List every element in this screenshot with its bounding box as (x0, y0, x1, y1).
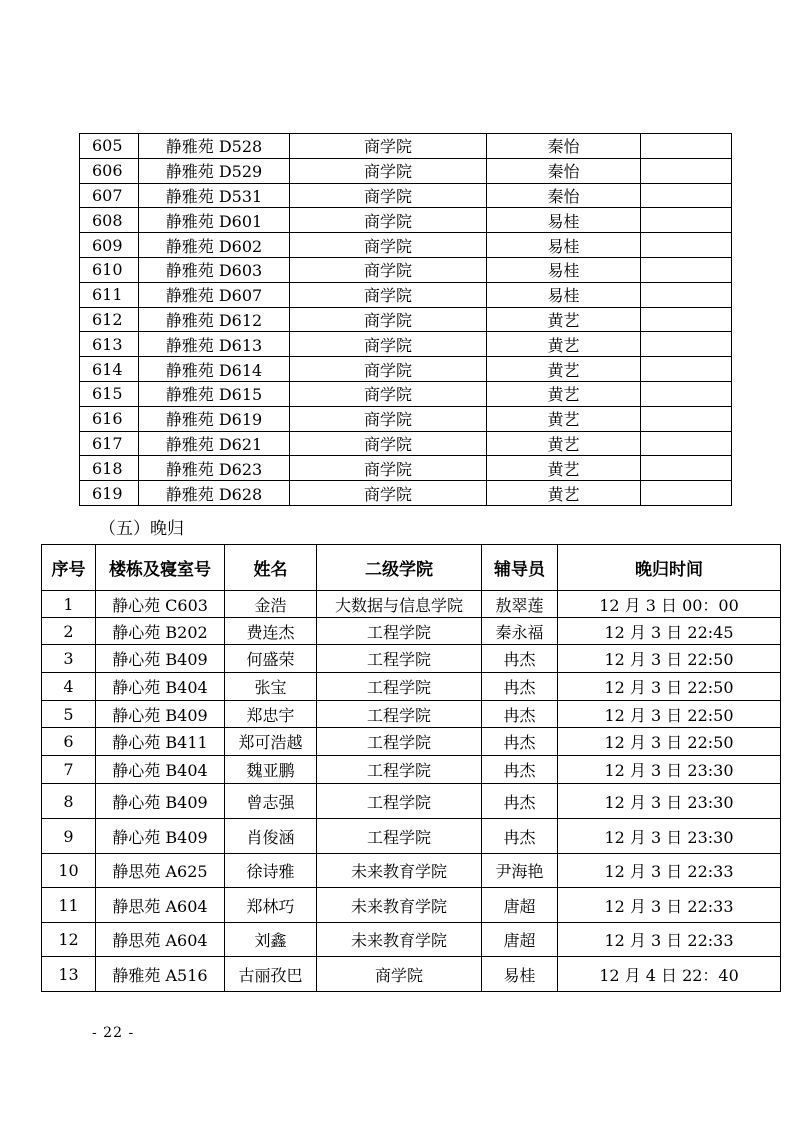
table-row (42, 618, 781, 645)
table-cell: 古丽孜巴 (225, 957, 317, 992)
table-cell: 工程学院 (317, 784, 482, 819)
table-cell: 613 (80, 332, 139, 357)
table-cell: 618 (80, 456, 139, 481)
table-cell: 静心苑 B409 (96, 701, 225, 728)
table-cell: 静雅苑 D615 (139, 381, 290, 406)
table-cell: 商学院 (290, 357, 487, 382)
table-row (80, 381, 732, 406)
table-cell: 易桂 (482, 957, 558, 992)
table-cell: 静思苑 A604 (96, 888, 225, 923)
table-cell: 商学院 (290, 158, 487, 183)
table-row (42, 591, 781, 618)
table-cell (641, 282, 732, 307)
table-cell: 易桂 (487, 257, 641, 282)
late-return-table (41, 544, 781, 992)
table-row (80, 233, 732, 258)
table-row (42, 784, 781, 819)
table-row (42, 819, 781, 854)
table-cell: 12 月 3 日 22:33 (558, 923, 781, 957)
column-header: 辅导员 (482, 545, 558, 591)
table-cell (641, 456, 732, 481)
table-cell: 4 (42, 673, 96, 701)
table-cell: 黄艺 (487, 307, 641, 332)
dorm-table-continued (79, 133, 732, 506)
table-cell: 郑可浩越 (225, 728, 317, 756)
table-row (42, 923, 781, 957)
table-cell: 商学院 (290, 282, 487, 307)
table-cell: 冉杰 (482, 701, 558, 728)
column-header: 二级学院 (317, 545, 482, 591)
table-cell: 未来教育学院 (317, 854, 482, 888)
table-cell: 商学院 (290, 381, 487, 406)
table-cell: 静雅苑 D528 (139, 134, 290, 159)
table-cell: 12 月 3 日 22:45 (558, 618, 781, 645)
table-cell: 商学院 (290, 257, 487, 282)
table-row (42, 756, 781, 784)
table-row (80, 183, 732, 208)
table-cell: 易桂 (487, 208, 641, 233)
table-cell: 静雅苑 A516 (96, 957, 225, 992)
table-cell: 商学院 (290, 307, 487, 332)
table-cell: 静心苑 C603 (96, 591, 225, 618)
table-cell: 12 月 3 日 23:30 (558, 756, 781, 784)
table-cell: 徐诗雅 (225, 854, 317, 888)
table-cell: 黄艺 (487, 431, 641, 456)
table-cell: 9 (42, 819, 96, 854)
table-row (80, 357, 732, 382)
table-cell: 静心苑 B411 (96, 728, 225, 756)
table-cell: 静雅苑 D529 (139, 158, 290, 183)
table-cell: 商学院 (290, 183, 487, 208)
table-row (80, 282, 732, 307)
table-cell (641, 134, 732, 159)
table-cell: 静雅苑 D613 (139, 332, 290, 357)
table-cell: 静雅苑 D621 (139, 431, 290, 456)
table-cell: 冉杰 (482, 728, 558, 756)
table-cell: 张宝 (225, 673, 317, 701)
table-row (42, 957, 781, 992)
table-cell: 619 (80, 481, 139, 506)
table-cell: 11 (42, 888, 96, 923)
table-cell: 工程学院 (317, 618, 482, 645)
table-cell: 商学院 (317, 957, 482, 992)
table-cell: 10 (42, 854, 96, 888)
table-cell: 商学院 (290, 332, 487, 357)
table-cell: 607 (80, 183, 139, 208)
table-cell: 610 (80, 257, 139, 282)
table-cell (641, 307, 732, 332)
table-cell: 615 (80, 381, 139, 406)
table-cell: 静雅苑 D628 (139, 481, 290, 506)
table-cell: 商学院 (290, 233, 487, 258)
table-cell: 12 月 3 日 22:50 (558, 673, 781, 701)
table-cell: 3 (42, 645, 96, 673)
table-cell: 秦怡 (487, 134, 641, 159)
table-cell: 尹海艳 (482, 854, 558, 888)
table-cell: 611 (80, 282, 139, 307)
table-cell: 静思苑 A604 (96, 923, 225, 957)
table-cell: 黄艺 (487, 332, 641, 357)
table-cell: 黄艺 (487, 381, 641, 406)
table-cell: 秦永福 (482, 618, 558, 645)
table-row (80, 208, 732, 233)
table-cell: 金浩 (225, 591, 317, 618)
table-cell: 静雅苑 D623 (139, 456, 290, 481)
table-row (80, 406, 732, 431)
table-cell: 12 月 3 日 22:50 (558, 645, 781, 673)
table-row (42, 645, 781, 673)
table-header-row (42, 545, 781, 591)
table-cell (641, 406, 732, 431)
table-cell: 6 (42, 728, 96, 756)
table-cell: 612 (80, 307, 139, 332)
table-cell: 曾志强 (225, 784, 317, 819)
table-cell: 静雅苑 D619 (139, 406, 290, 431)
column-header: 楼栋及寝室号 (96, 545, 225, 591)
table-cell: 工程学院 (317, 673, 482, 701)
table-cell: 静雅苑 D531 (139, 183, 290, 208)
table-row (42, 728, 781, 756)
table-cell: 616 (80, 406, 139, 431)
table-cell: 黄艺 (487, 456, 641, 481)
table-cell: 614 (80, 357, 139, 382)
table-row (80, 481, 732, 506)
table-row (80, 158, 732, 183)
table-cell: 静雅苑 D612 (139, 307, 290, 332)
table-cell: 12 月 3 日 00：00 (558, 591, 781, 618)
table-cell: 608 (80, 208, 139, 233)
table-cell: 静雅苑 D614 (139, 357, 290, 382)
table-cell: 12 月 3 日 23:30 (558, 784, 781, 819)
table-cell: 12 月 3 日 23:30 (558, 819, 781, 854)
table-cell: 未来教育学院 (317, 923, 482, 957)
table-cell: 12 月 3 日 22:50 (558, 701, 781, 728)
table-row (80, 456, 732, 481)
table-cell: 606 (80, 158, 139, 183)
table-cell: 静雅苑 D601 (139, 208, 290, 233)
table-cell: 静雅苑 D603 (139, 257, 290, 282)
table-cell: 5 (42, 701, 96, 728)
table-cell: 静心苑 B409 (96, 819, 225, 854)
table-cell: 易桂 (487, 233, 641, 258)
table-cell (641, 431, 732, 456)
table-cell: 大数据与信息学院 (317, 591, 482, 618)
table-row (42, 888, 781, 923)
table-cell (641, 332, 732, 357)
table-row (80, 307, 732, 332)
table-cell: 静心苑 B404 (96, 756, 225, 784)
table-cell (641, 208, 732, 233)
table-cell: 唐超 (482, 923, 558, 957)
table-cell: 12 (42, 923, 96, 957)
table-cell: 12 月 3 日 22:33 (558, 888, 781, 923)
table-cell (641, 158, 732, 183)
table-cell: 肖俊涵 (225, 819, 317, 854)
table-cell: 商学院 (290, 406, 487, 431)
table-cell: 黄艺 (487, 481, 641, 506)
table-cell (641, 357, 732, 382)
table-row (42, 701, 781, 728)
table-cell: 秦怡 (487, 158, 641, 183)
table-cell: 工程学院 (317, 756, 482, 784)
table-cell: 唐超 (482, 888, 558, 923)
table-row (80, 332, 732, 357)
table-cell: 郑忠宇 (225, 701, 317, 728)
table-cell: 静雅苑 D607 (139, 282, 290, 307)
table-cell: 静心苑 B409 (96, 645, 225, 673)
table-cell (641, 183, 732, 208)
table-cell: 冉杰 (482, 673, 558, 701)
table-cell: 工程学院 (317, 819, 482, 854)
table-cell: 12 月 3 日 22:33 (558, 854, 781, 888)
table-cell: 12 月 3 日 22:50 (558, 728, 781, 756)
table-cell: 秦怡 (487, 183, 641, 208)
table-cell: 8 (42, 784, 96, 819)
table-cell: 13 (42, 957, 96, 992)
table-cell: 冉杰 (482, 819, 558, 854)
column-header: 序号 (42, 545, 96, 591)
table-cell: 静雅苑 D602 (139, 233, 290, 258)
table-cell: 费连杰 (225, 618, 317, 645)
table-cell: 609 (80, 233, 139, 258)
table-cell: 郑林巧 (225, 888, 317, 923)
table-cell: 冉杰 (482, 784, 558, 819)
table-row (80, 257, 732, 282)
table-cell: 黄艺 (487, 357, 641, 382)
table-cell: 工程学院 (317, 728, 482, 756)
table-cell: 商学院 (290, 431, 487, 456)
table-row (80, 431, 732, 456)
table-cell: 工程学院 (317, 701, 482, 728)
table-cell: 未来教育学院 (317, 888, 482, 923)
table-cell: 2 (42, 618, 96, 645)
table-cell: 易桂 (487, 282, 641, 307)
table-cell: 商学院 (290, 456, 487, 481)
table-cell: 冉杰 (482, 645, 558, 673)
table-row (42, 854, 781, 888)
table-row (80, 134, 732, 159)
table-cell (641, 233, 732, 258)
table-cell: 魏亚鹏 (225, 756, 317, 784)
column-header: 晚归时间 (558, 545, 781, 591)
table-cell: 何盛荣 (225, 645, 317, 673)
section-title: （五）晚归 (99, 519, 184, 539)
table-cell: 工程学院 (317, 645, 482, 673)
table-cell: 黄艺 (487, 406, 641, 431)
table-cell: 商学院 (290, 481, 487, 506)
page-number: - 22 - (92, 1025, 135, 1041)
table-cell: 静心苑 B202 (96, 618, 225, 645)
table-cell: 617 (80, 431, 139, 456)
table-cell: 静思苑 A625 (96, 854, 225, 888)
table-cell: 静心苑 B409 (96, 784, 225, 819)
table-cell (641, 257, 732, 282)
table-cell: 刘鑫 (225, 923, 317, 957)
table-cell: 敖翠莲 (482, 591, 558, 618)
table-cell (641, 381, 732, 406)
table-cell: 7 (42, 756, 96, 784)
table-cell (641, 481, 732, 506)
table-cell: 12 月 4 日 22：40 (558, 957, 781, 992)
table-row (42, 673, 781, 701)
table-cell: 商学院 (290, 208, 487, 233)
column-header: 姓名 (225, 545, 317, 591)
table-cell: 商学院 (290, 134, 487, 159)
table-cell: 静心苑 B404 (96, 673, 225, 701)
table-cell: 冉杰 (482, 756, 558, 784)
table-cell: 605 (80, 134, 139, 159)
table-cell: 1 (42, 591, 96, 618)
